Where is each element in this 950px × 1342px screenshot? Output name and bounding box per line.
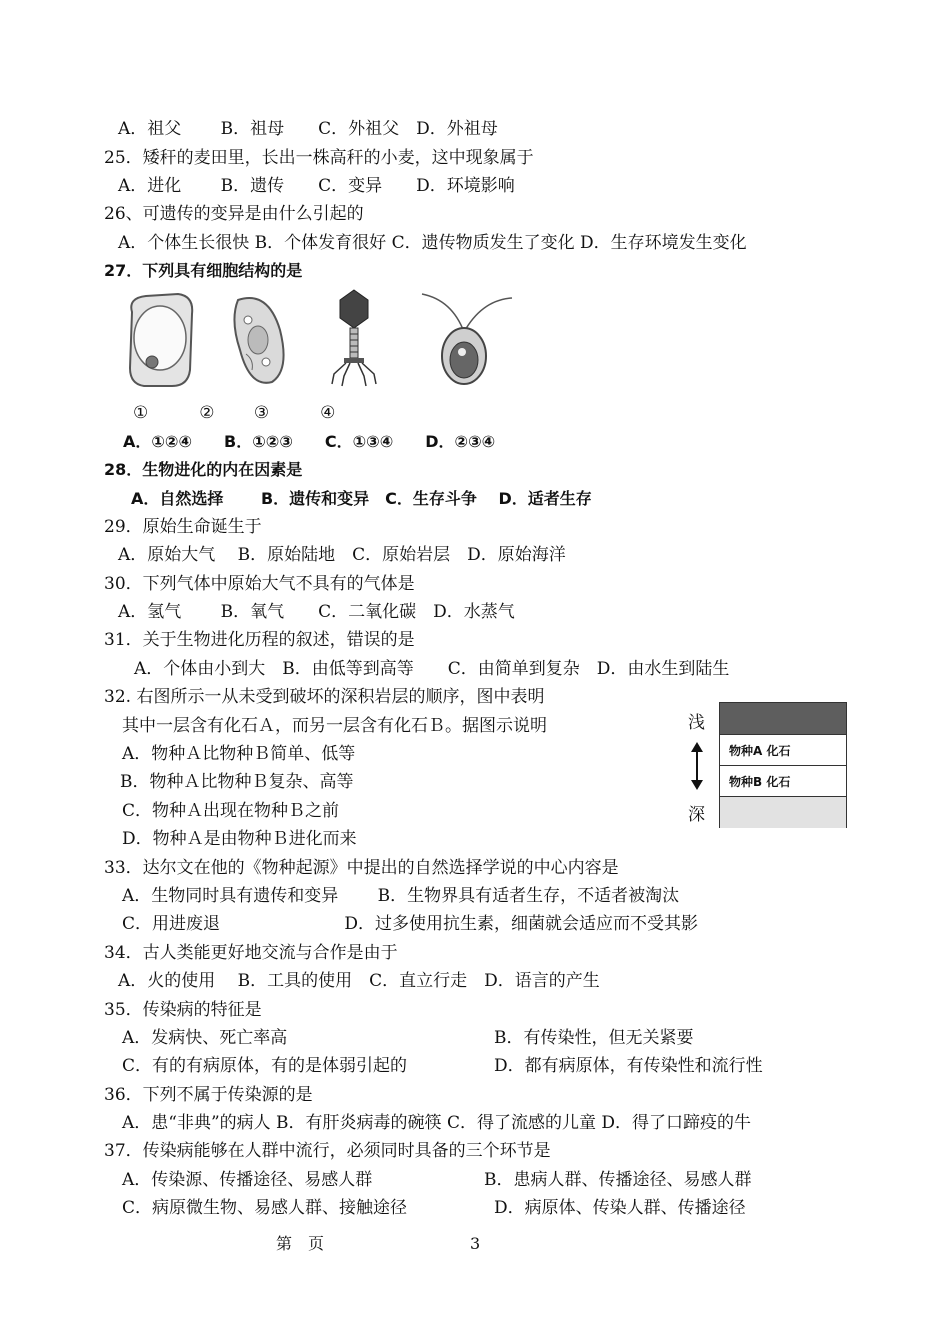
q31-options: A．个体由小到大 B．由低等到高等 C．由简单到复杂 D．由水生到陆生 (134, 659, 730, 679)
paramecium-figure (218, 290, 298, 390)
strata-bottom-layer (720, 796, 846, 828)
q30-options: A．氢气 B．氧气 C．二氧化碳 D．水蒸气 (118, 602, 515, 622)
fossil-b-label: 物种B 化石 (729, 775, 791, 789)
shallow-label: 浅 (688, 713, 705, 733)
plant-cell-figure (120, 290, 200, 390)
strata-layer-b (720, 765, 846, 797)
q33-stem: 33．达尔文在他的《物种起源》中提出的自然选择学说的中心内容是 (104, 858, 619, 878)
q32-option-d: D．物种Ａ是由物种Ｂ进化而来 (122, 829, 357, 849)
up-down-arrow-icon (689, 742, 705, 790)
q30-stem: 30．下列气体中原始大气不具有的气体是 (104, 574, 415, 594)
q32-option-a: A．物种Ａ比物种Ｂ简单、低等 (122, 744, 356, 764)
q35-option-d: D．都有病原体，有传染性和流行性 (494, 1056, 763, 1076)
q31-stem: 31．关于生物进化历程的叙述，错误的是 (104, 630, 415, 650)
q37-option-d: D．病原体、传染人群、传播途径 (494, 1198, 746, 1218)
q37-stem: 37．传染病能够在人群中流行，必须同时具备的三个环节是 (104, 1141, 551, 1161)
q33-options-cd: C．用进废退 D．过多使用抗生素，细菌就会适应而不受其影 (122, 914, 699, 934)
q37-option-c: C．病原微生物、易感人群、接触途径 (122, 1198, 408, 1218)
page-number: 3 (470, 1234, 481, 1253)
page-label: 第 页 (276, 1234, 325, 1253)
q27-figure-numbers: ① ② ③ ④ (133, 403, 336, 423)
q35-option-b: B．有传染性，但无关紧要 (494, 1028, 694, 1048)
q32-option-b: B．物种Ａ比物种Ｂ复杂、高等 (120, 772, 354, 792)
q33-options-ab: A．生物同时具有遗传和变异 B．生物界具有适者生存，不适者被淘汰 (122, 886, 680, 906)
q26-options: A．个体生长很快 B．个体发育很好 C．遗传物质发生了变化 D．生存环境发生变化 (118, 233, 747, 253)
q24-options: A．祖父 B．祖母 C．外祖父 D．外祖母 (118, 119, 498, 139)
q32-stem: 32. 右图所示一从未受到破坏的深积岩层的顺序，图中表明 (104, 687, 545, 707)
q35-stem: 35．传染病的特征是 (104, 1000, 262, 1020)
strata-top-layer (720, 703, 846, 734)
q27-stem: 27．下列具有细胞结构的是 (104, 261, 303, 280)
q32-stem-cont: 其中一层含有化石Ａ，而另一层含有化石Ｂ。据图示说明 (122, 716, 547, 736)
strata-layer-a (720, 734, 846, 766)
deep-label: 深 (688, 805, 705, 825)
q37-option-b: B．患病人群、传播途径、易感人群 (484, 1170, 752, 1190)
q34-options: A．火的使用 B．工具的使用 C．直立行走 D．语言的产生 (118, 971, 600, 991)
q27-options: A．①②④ B．①②③ C．①③④ D．②③④ (123, 432, 496, 451)
bacteriophage-figure (326, 288, 382, 388)
q28-stem: 28．生物进化的内在因素是 (104, 460, 303, 479)
rock-strata-diagram (719, 702, 847, 828)
q35-option-c: C．有的有病原体，有的是体弱引起的 (122, 1056, 408, 1076)
q29-options: A．原始大气 B．原始陆地 C．原始岩层 D．原始海洋 (118, 545, 566, 565)
chlamydomonas-figure (412, 290, 517, 390)
q25-stem: 25．矮秆的麦田里，长出一株高秆的小麦，这中现象属于 (104, 148, 534, 168)
fossil-a-label: 物种A 化石 (729, 744, 791, 758)
q36-stem: 36．下列不属于传染源的是 (104, 1085, 313, 1105)
q28-options: A．自然选择 B．遗传和变异 C．生存斗争 D．适者生存 (131, 489, 592, 508)
q35-option-a: A．发病快、死亡率高 (122, 1028, 288, 1048)
q32-option-c: C．物种Ａ出现在物种Ｂ之前 (122, 801, 340, 821)
q29-stem: 29．原始生命诞生于 (104, 517, 262, 537)
q37-option-a: A．传染源、传播途径、易感人群 (122, 1170, 373, 1190)
q25-options: A．进化 B．遗传 C．变异 D．环境影响 (118, 176, 515, 196)
q26-stem: 26、可遗传的变异是由什么引起的 (104, 204, 364, 224)
q34-stem: 34．古人类能更好地交流与合作是由于 (104, 943, 398, 963)
q36-options: A．患“非典”的病人 B．有肝炎病毒的碗筷 C．得了流感的儿童 D．得了口蹄疫的牛 (122, 1113, 751, 1133)
